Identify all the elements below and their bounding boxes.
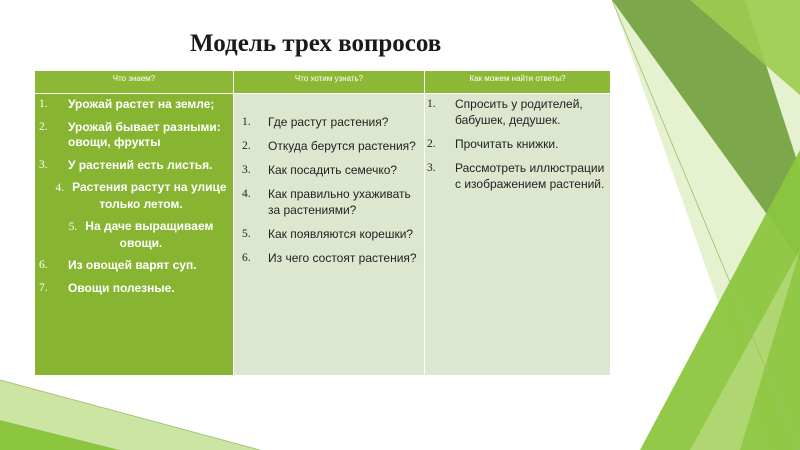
known-item: 6. Из овощей варят суп. (39, 258, 197, 272)
known-item: 2. Урожай бывает разными: овощи, фрукты (39, 119, 221, 149)
find-item: 1. Спросить у родителей, бабушек, дедушек. (427, 97, 583, 127)
header-want: Что хотим узнать? (234, 71, 424, 93)
column-known (35, 94, 233, 375)
header-known: Что знаем? (35, 71, 233, 93)
want-item: 2. Откуда берутся растения? (242, 139, 416, 153)
known-item: 4. Растения растут на улице только летом. (55, 180, 227, 211)
known-item: 1. Урожай растет на земле; (39, 97, 215, 111)
want-item: 4. Как правильно ухаживать за растениями? (242, 187, 411, 217)
find-item: 3. Рассмотреть иллюстрации с изображением растений. (427, 161, 605, 191)
find-item: 2. Прочитать книжки. (427, 137, 559, 151)
want-item: 6. Из чего состоят растения? (242, 251, 417, 265)
column-want (234, 94, 424, 375)
slide-title: Модель трех вопросов (190, 30, 442, 57)
known-item: 5. На даче выращиваем овощи. (68, 219, 214, 250)
want-item: 1. Где растут растения? (242, 115, 389, 129)
want-item: 3. Как посадить семечко? (242, 163, 398, 177)
header-find: Как можем найти ответы? (425, 71, 610, 93)
known-item: 7. Овощи полезные. (39, 280, 175, 295)
want-item: 5. Как появляются корешки? (242, 227, 414, 241)
column-find (425, 94, 610, 375)
known-item: 3. У растений есть листья. (39, 157, 213, 172)
three-questions-table (34, 70, 609, 376)
